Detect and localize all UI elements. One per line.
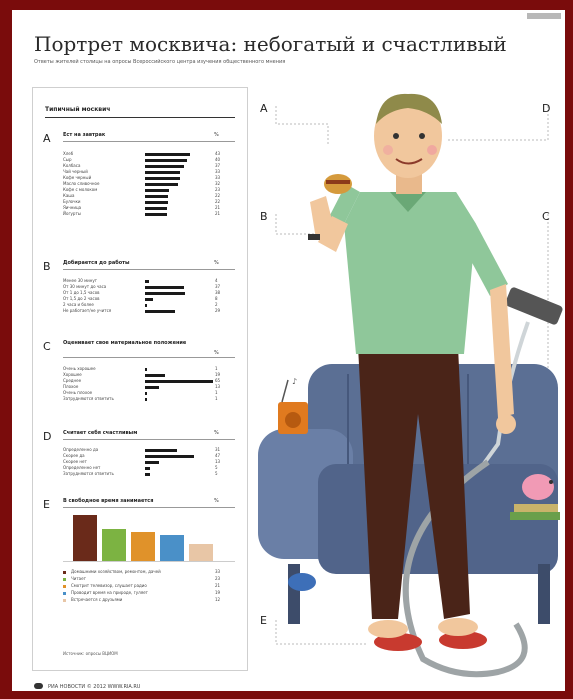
section-title: Оценивает свое материальное положение [63,340,187,346]
stats-panel [32,87,248,671]
stat-value: 47 [215,453,221,458]
source-note: Источник: опросы ВЦИОМ [63,651,118,656]
panel-divider [45,117,235,118]
stat-label: Кофе черный [63,175,92,180]
stat-bar [145,159,187,162]
leisure-bar [131,532,155,561]
stat-value: 19 [215,372,221,377]
legend-value: 33 [215,569,221,574]
stat-row [63,454,235,459]
stat-row [63,206,235,211]
stat-value: 22 [215,199,221,204]
legend-item [63,570,235,575]
section-letter: D [43,430,52,443]
stat-bar [145,368,147,371]
section-letter: С [43,340,51,353]
stat-label: Булочки [63,199,81,204]
stat-bar [145,207,167,210]
leisure-column-chart [73,513,233,561]
stat-label: Хорошее [63,372,82,377]
stat-label: Скорее нет [63,459,87,464]
legend-label: Читает [71,576,86,581]
stat-value: 23 [215,187,221,192]
stat-value: 21 [215,205,221,210]
section-divider [63,141,235,142]
stat-label: Хлеб [63,151,74,156]
stat-bar [145,455,194,458]
stat-label: Менее 30 минут [63,278,98,283]
stat-value: 32 [215,181,221,186]
stat-label: Каша [63,193,75,198]
stat-value: 37 [215,284,221,289]
stat-value: 4 [215,278,218,283]
stat-bar [145,177,180,180]
section-divider [63,507,235,508]
page-title: Портрет москвича: небогатый и счастливый [34,32,507,56]
stat-label: От 30 минут до часа [63,284,107,289]
stat-value: 1 [215,366,218,371]
section-title: Добирается до работы [63,260,130,266]
legend-label: Домашними хозяйством, ремонтом, дачей [71,569,161,574]
legend-value: 21 [215,583,221,588]
legend-swatch [63,599,66,602]
ria-logo-icon [34,683,43,689]
page-subtitle: Ответы жителей столицы на опросы Всероссийского центра изучения общественного мнения [34,59,286,65]
stat-bar [145,189,169,192]
stat-value: 1 [215,390,218,395]
stat-bar [145,386,159,389]
leisure-bar [160,535,184,561]
stat-bar [145,195,168,198]
stat-label: Колбаса [63,163,81,168]
legend-swatch [63,592,66,595]
stat-label: Очень плохое [63,390,93,395]
leisure-bar [73,515,97,561]
stat-value: 13 [215,384,221,389]
stat-label: Очень хорошее [63,366,96,371]
stat-label: Затрудняются ответить [63,396,114,401]
footer-credit: РИА НОВОСТИ © 2012 WWW.RIA.RU [48,684,141,690]
stat-value: 43 [215,151,221,156]
stat-value: 21 [215,211,221,216]
section-title: Ест на завтрак [63,132,106,138]
stat-row [63,379,235,384]
stat-label: Среднее [63,378,82,383]
section-pct: % [214,260,219,266]
svg-text:♪: ♪ [292,377,298,386]
stat-bar [145,171,180,174]
stat-label: Йогурты [63,211,81,216]
legend-item [63,598,235,603]
stat-value: 13 [215,459,221,464]
stat-label: Яичница [63,205,82,210]
stat-row [63,152,235,157]
shirt-shape [328,184,508,354]
legend-label: Проводит время на природе, гуляет [71,590,148,595]
stat-bar [145,165,184,168]
stat-value: 37 [215,163,221,168]
marker-b: B [260,210,268,223]
stat-bar [145,374,165,377]
stat-row [63,367,235,372]
section-pct: % [214,132,219,138]
stat-bar [145,183,178,186]
stat-row [63,309,235,314]
corner-tag [527,13,561,19]
stat-label: Чай черный [63,169,88,174]
stat-label: Скорее да [63,453,85,458]
stat-value: 33 [215,169,221,174]
stat-bar [145,461,159,464]
stat-row [63,212,235,217]
section-title: В свободное время занимается [63,498,154,504]
stat-value: 5 [215,471,218,476]
head-shape [374,94,442,194]
stat-row [63,194,235,199]
stat-label: Масло сливочное [63,181,100,186]
section-pct: % [214,350,219,356]
stat-label: От 1,5 до 2 часов [63,296,100,301]
stat-value: 65 [215,378,221,383]
stat-bar [145,153,190,156]
stat-row [63,472,235,477]
stat-value: 29 [215,308,221,313]
stat-bar [145,304,147,307]
legend-value: 12 [215,597,221,602]
stat-row [63,158,235,163]
radio-shape [278,377,308,434]
leisure-bar [189,544,213,561]
stat-label: Не работает/не учится [63,308,112,313]
section-divider [63,439,235,440]
stat-value: 2 [215,302,218,307]
legend-swatch [63,578,66,581]
infographic [12,10,565,691]
stat-label: Затрудняются ответить [63,471,114,476]
section-pct: % [214,498,219,504]
legend-item [63,577,235,582]
legend-value: 23 [215,576,221,581]
moscovite-illustration [248,84,564,680]
stat-row [63,397,235,402]
legend-swatch [63,585,66,588]
legend-value: 19 [215,590,221,595]
stat-bar [145,298,153,301]
chart-baseline [63,561,235,562]
marker-e: E [260,614,267,627]
stat-bar [145,310,175,313]
stat-bar [145,392,147,395]
marker-c: C [542,210,550,223]
stat-label: 2 часа и более [63,302,94,307]
stat-value: 31 [215,447,221,452]
panel-title: Типичный москвич [45,106,111,113]
stat-bar [145,201,168,204]
stat-label: Определенно нет [63,465,101,470]
stat-value: 38 [215,290,221,295]
legend-swatch [63,571,66,574]
stat-label: От 1 до 1,5 часов [63,290,100,295]
section-divider [63,357,235,358]
section-letter: Е [43,498,50,511]
section-letter: А [43,132,51,145]
marker-a: A [260,102,268,115]
stat-bar [145,292,185,295]
stat-bar [145,473,150,476]
stat-row [63,373,235,378]
stat-row [63,448,235,453]
stat-label: Определенно да [63,447,99,452]
stat-bar [145,380,213,383]
stat-value: 5 [215,465,218,470]
stat-row [63,200,235,205]
stat-row [63,188,235,193]
section-letter: В [43,260,51,273]
stat-bar [145,280,149,283]
leisure-bar [102,529,126,561]
stat-value: 40 [215,157,221,162]
legend-label: Смотрит телевизор, слушает радио [71,583,147,588]
legend-item [63,591,235,596]
stat-bar [145,467,150,470]
stat-bar [145,213,167,216]
stat-bar [145,286,184,289]
stat-bar [145,398,147,401]
legend-item [63,584,235,589]
stat-label: Плохое [63,384,79,389]
section-pct: % [214,430,219,436]
stat-value: 22 [215,193,221,198]
stat-value: 1 [215,396,218,401]
marker-d: D [542,102,551,115]
section-title: Считает себя счастливым [63,430,138,436]
stat-value: 8 [215,296,218,301]
stat-label: Сыр [63,157,72,162]
sandwich-shape [324,174,352,194]
legend-label: Встречается с друзьями [71,597,123,602]
feet-shape [368,618,478,638]
stat-bar [145,449,177,452]
stat-value: 33 [215,175,221,180]
section-divider [63,269,235,270]
stat-label: Кофе с молоком [63,187,98,192]
watch-shape [308,234,320,240]
stat-row [63,164,235,169]
